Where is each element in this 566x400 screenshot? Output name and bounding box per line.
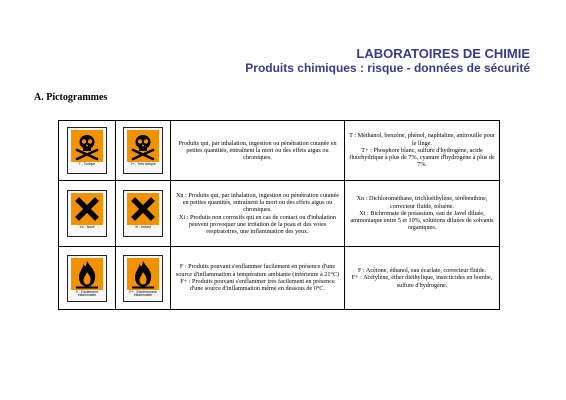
table-row-harmful (59, 181, 499, 247)
pictogram-label: Xn - Nocif (79, 225, 95, 229)
cross-x-icon (127, 193, 159, 225)
examples-cell (345, 121, 499, 180)
pictogram-harmful (67, 190, 107, 237)
pictogram-flammable (67, 255, 107, 302)
pictogram-label: T+ - Très toxique (130, 162, 156, 166)
pictogram-extremely-flammable (123, 255, 163, 302)
description-text: Xn : Produits qui, par inhalation, ingestion ou pénétration cutanée en petites quantités, entraînent la mort ou des effets aigus ou chroniques. Xi : Produits non corrosifs qui en cas de contact ou d'inhalation peuvent provoquer une irritation de la peau et des voies respiratoires, une inflammation des yeux. (175, 191, 340, 236)
examples-text: Xn : Dichlorométhane, trichloéthylène, térébenthine, correcteur fluide, toluène. Xi : Bichromate de potassium, eau de Javel diluée, ammoniaque entre 5 et 10%, solutions diluées de solvants organiques. (350, 195, 494, 232)
pictogram-cell (59, 247, 116, 309)
description-cell (171, 247, 345, 309)
pictogram-label: F+ - Extrêmement inflammable (129, 289, 157, 298)
flame-icon (71, 258, 103, 290)
pictogram-label: Xi - Irritant (135, 225, 151, 229)
cross-x-icon (71, 193, 103, 225)
pictogram-table (58, 120, 500, 310)
skull-crossbones-icon (71, 130, 103, 162)
skull-crossbones-icon (127, 130, 159, 162)
pictogram-cell (116, 181, 171, 246)
section-title: A. Pictogrammes (34, 92, 108, 103)
pictogram-cell (116, 121, 171, 180)
pictogram-very-toxic (123, 127, 163, 174)
pictogram-toxic (67, 127, 107, 174)
description-text: F : Produits pouvant s'enflammer facilement en présence d'une source d'inflammation à température ambiante (inférieure à 21°C) F+ : Produits pouvant s'enflammer très facilement en présence d'une source d'inflammation même en dessous de 0°C. (175, 263, 340, 293)
document-title: LABORATOIRES DE CHIMIE (356, 46, 530, 61)
pictogram-label: F - Facilement inflammable (76, 289, 98, 298)
pictogram-cell (116, 247, 171, 309)
pictogram-label: T - Toxique (78, 162, 96, 166)
examples-text: T : Méthanol, benzène, phénol, naphtaline, antirouille pour le linge. T+ : Phosphore blanc, sulfure d'hydrogène, acide fluorhydrique à plus de 7%, cyanure d'hydrogène à plus de 7%. (349, 132, 495, 169)
pictogram-irritant (123, 190, 163, 237)
document-header (245, 47, 530, 75)
pictogram-cell (59, 181, 116, 246)
document-subtitle: Produits chimiques : risque - données de sécurité (245, 61, 530, 75)
table-row-toxic (59, 121, 499, 181)
table-row-flammable (59, 247, 499, 309)
examples-cell (345, 247, 499, 309)
description-cell (171, 181, 345, 246)
examples-cell (345, 181, 499, 246)
description-cell (171, 121, 345, 180)
examples-text: F : Acétone, éthanol, eau écarlate, correcteur fluide. F+ : Acétylène, éther diéthylique, insecticides en bombe, sulfure d'hydrogène. (351, 267, 493, 289)
description-text: Produits qui, par inhalation, ingestion ou pénétration cutanée en petites quantités, entraînent la mort ou des effets aigus ou chroniques. (178, 139, 337, 162)
pictogram-cell (59, 121, 116, 180)
flame-icon (127, 258, 159, 290)
